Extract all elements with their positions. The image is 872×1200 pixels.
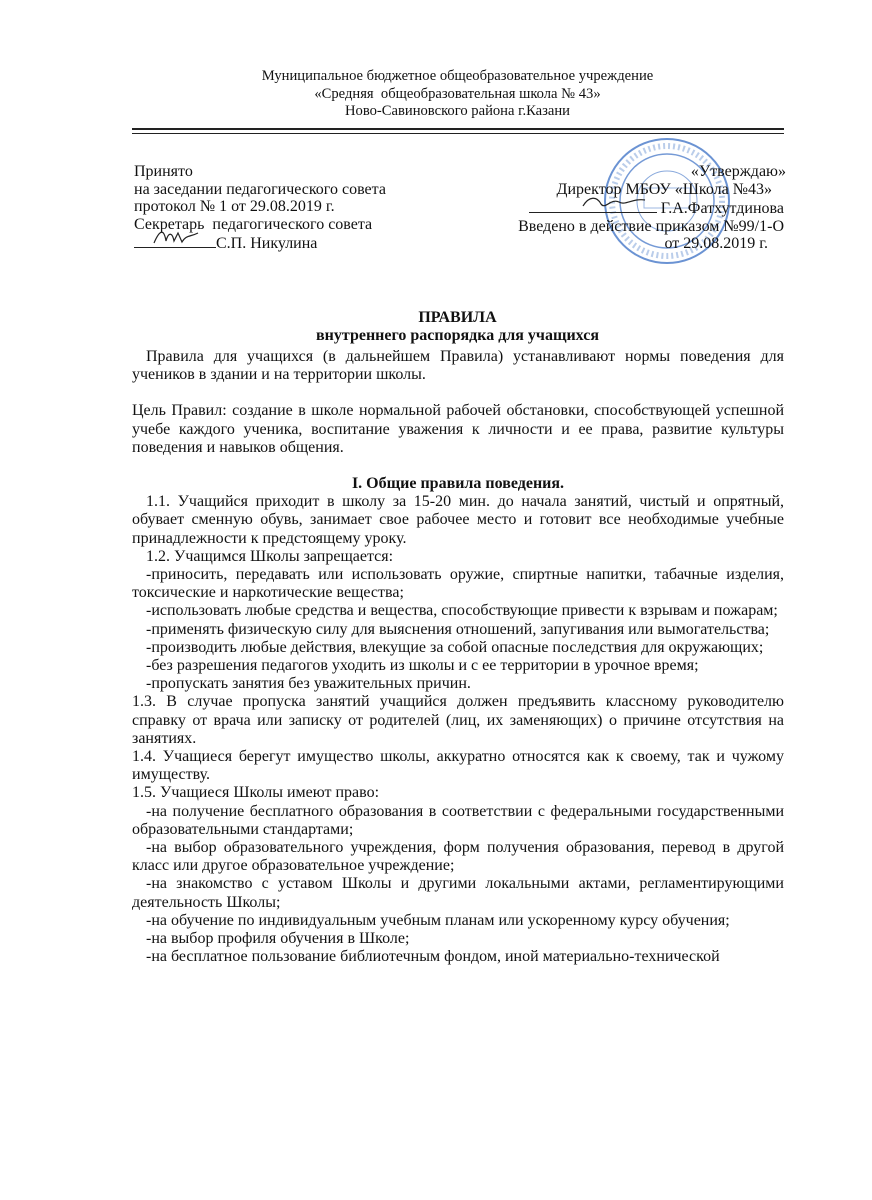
clause-1-3: 1.3. В случае пропуска занятий учащийся должен предъявить классному руководителю справку от врача или записку от родителей (лиц, их заменяющих) о причине отсутствия на занятиях. xyxy=(132,693,784,747)
secretary-signature xyxy=(134,233,216,248)
header-line-1: Муниципальное бюджетное общеобразовательное учреждение xyxy=(261,68,654,84)
director-signature xyxy=(529,198,657,213)
order-date: от 29.08.2019 г. xyxy=(664,235,768,252)
header-line-2: «Средняя общеобразовательная школа № 43» xyxy=(314,85,601,102)
school-header xyxy=(130,68,785,121)
intro-paragraph-1: Правила для учащихся (в дальнейшем Правила) устанавливают нормы поведения для учеников в здании и на территории школы. xyxy=(132,348,784,384)
rights-item: -на обучение по индивидуальным учебным планам или ускоренному курсу обучения; xyxy=(146,911,730,929)
header-rule-thick xyxy=(132,128,784,130)
prohibited-item: -применять физическую силу для выяснения отношений, запугивания или вымогательства; xyxy=(146,620,770,638)
clause-1-4: 1.4. Учащиеся берегут имущество школы, аккуратно относятся как к своему, так и чужому имуществу. xyxy=(132,748,784,784)
clause-1-5: 1.5. Учащиеся Школы имеют право: xyxy=(132,784,380,802)
signature-scrawl-icon xyxy=(152,227,202,247)
section-1-heading: I. Общие правила поведения. xyxy=(351,475,565,493)
director-title: Директор МБОУ «Школа №43» xyxy=(556,180,772,198)
secretary-signature-row xyxy=(134,233,434,253)
intro-paragraph-2: Цель Правил: создание в школе нормальной рабочей обстановки, способствующей успешной учебе каждого ученика, воспитание уважения к личности и ее права, развитие культуры поведения и навыков общения. xyxy=(132,402,784,456)
director-scrawl-icon xyxy=(579,192,649,212)
rights-item: -на выбор профиля обучения в Школе; xyxy=(146,930,410,948)
approve-label: «Утверждаю» xyxy=(690,163,786,180)
secretary-name: С.П. Никулина xyxy=(216,235,318,252)
prohibited-item: -использовать любые средства и вещества, способствующие привести к взрывам и пожарам; xyxy=(146,602,778,620)
order-text: Введено в действие приказом №99/1-О xyxy=(518,217,784,235)
title-sub: внутреннего распорядка для учащихся xyxy=(316,326,599,344)
header-line-3: Ново-Савиновского района г.Казани xyxy=(345,103,570,119)
title-main: ПРАВИЛА xyxy=(418,309,497,326)
director-name: Г.А.Фатхутдинова xyxy=(660,200,784,217)
clause-1-1: 1.1. Учащийся приходит в школу за 15-20 мин. до начала занятий, чистый и опрятный, обувает сменную обувь, занимает свое рабочее место и готовит все необходимые учебные принадлежности к предстоящему уроку. xyxy=(132,493,784,547)
adopted-council: на заседании педагогического совета xyxy=(134,180,386,198)
prohibited-item: -без разрешения педагогов уходить из школы и с ее территории в урочное время; xyxy=(146,657,699,675)
rights-item: -на бесплатное пользование библиотечным фондом, иной материально-технической xyxy=(146,948,720,966)
clause-1-2: 1.2. Учащимся Школы запрещается: xyxy=(146,547,394,565)
adopted-protocol: протокол № 1 от 29.08.2019 г. xyxy=(134,198,335,215)
rights-item: -на знакомство с уставом Школы и другими локальными актами, регламентирующими деятельность Школы; xyxy=(132,875,784,911)
document-body xyxy=(132,348,784,967)
prohibited-item: -пропускать занятия без уважительных причин. xyxy=(146,675,471,693)
adopted-block xyxy=(134,163,434,253)
secretary-title: Секретарь педагогического совета xyxy=(134,215,373,233)
adopted-label: Принято xyxy=(134,163,193,180)
rights-item: -на получение бесплатного образования в соответствии с федеральными государственными образовательными стандартами; xyxy=(132,802,784,838)
approved-block xyxy=(500,163,800,253)
rights-item: -на выбор образовательного учреждения, форм получения образования, перевод в другой класс или другое образовательное учреждение; xyxy=(132,839,784,875)
director-signature-row xyxy=(500,198,800,218)
header-rule-thin xyxy=(132,133,784,134)
document-title xyxy=(130,309,785,344)
prohibited-item: -производить любые действия, влекущие за собой опасные последствия для окружающих; xyxy=(146,638,764,656)
prohibited-item: -приносить, передавать или использовать оружие, спиртные напитки, табачные изделия, токсические и наркотические вещества; xyxy=(132,566,784,602)
